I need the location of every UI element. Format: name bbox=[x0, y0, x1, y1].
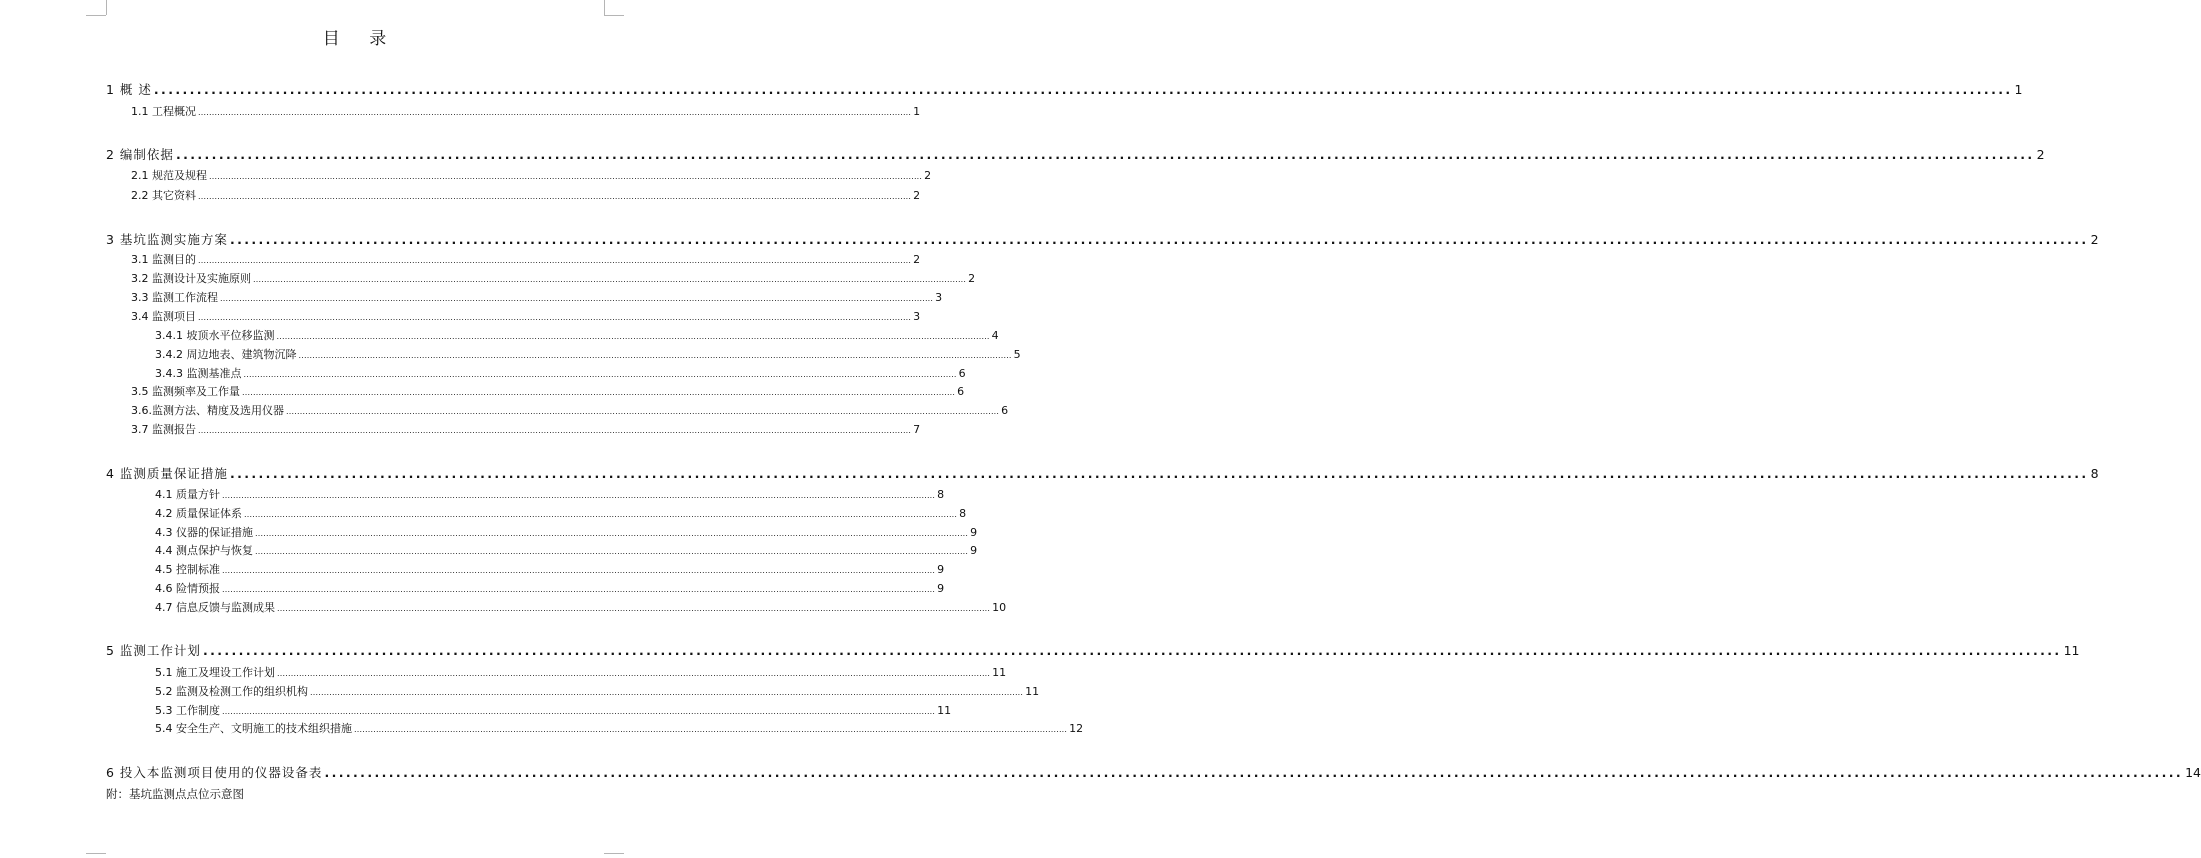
toc-entry[interactable] bbox=[106, 763, 2201, 781]
toc-entry-label: 1.1 工程概况 bbox=[131, 105, 196, 118]
toc-entry[interactable] bbox=[155, 346, 1021, 362]
toc-entry[interactable] bbox=[155, 702, 952, 718]
toc-entry[interactable] bbox=[131, 308, 921, 324]
toc-entry-page: 14 bbox=[2185, 765, 2201, 780]
dot-leader: .................................................................................................................................................................................................................................................................... bbox=[198, 192, 912, 201]
dot-leader: .................................................................................................................................................................................................................................................................... bbox=[209, 172, 923, 181]
toc-entry[interactable] bbox=[155, 505, 967, 521]
toc-entry[interactable] bbox=[106, 230, 2099, 248]
toc-entry[interactable] bbox=[131, 167, 932, 183]
toc-entry[interactable] bbox=[155, 524, 978, 540]
dot-leader: .................................................................................................................................................................................................................................................................... bbox=[298, 351, 1012, 360]
toc-entry-label: 4 监测质量保证措施 bbox=[106, 466, 228, 481]
dot-leader: .................................................................................................................................................................................................................................................................... bbox=[354, 725, 1068, 734]
toc-entry-page: 11 bbox=[992, 666, 1007, 679]
toc-entry-label: 2 编制依据 bbox=[106, 147, 174, 162]
toc-entry-label: 3.3 监测工作流程 bbox=[131, 291, 218, 304]
dot-leader: .................................................................................................................................................................................................................................................................... bbox=[222, 491, 936, 500]
dot-leader: .................................................................................................................................................................................................................................................................... bbox=[229, 232, 2089, 247]
toc-entry-label: 3.4.2 周边地表、建筑物沉降 bbox=[155, 348, 297, 361]
toc-entry[interactable] bbox=[155, 542, 978, 558]
dot-leader: .................................................................................................................................................................................................................................................................... bbox=[198, 313, 912, 322]
toc-entry-page: 6 bbox=[957, 385, 965, 398]
toc-entry-page: 9 bbox=[937, 582, 945, 595]
toc-entry-page: 9 bbox=[970, 544, 978, 557]
toc-entry-label: 3.1 监测目的 bbox=[131, 253, 196, 266]
toc-entry[interactable] bbox=[155, 599, 1007, 615]
dot-leader: .................................................................................................................................................................................................................................................................... bbox=[243, 370, 957, 379]
dot-leader: .................................................................................................................................................................................................................................................................... bbox=[277, 669, 991, 678]
toc-entry-label: 4.2 质量保证体系 bbox=[155, 507, 242, 520]
toc-entry-label: 5.4 安全生产、文明施工的技术组织措施 bbox=[155, 722, 352, 735]
toc-entry-page: 12 bbox=[1069, 722, 1084, 735]
toc-entry-page: 5 bbox=[1013, 348, 1021, 361]
toc-entry[interactable] bbox=[131, 103, 921, 119]
toc-entry-page: 6 bbox=[958, 367, 966, 380]
toc-entry-page: 11 bbox=[2063, 643, 2080, 658]
toc-entry-label: 3.7 监测报告 bbox=[131, 423, 196, 436]
crop-mark-top-right-h bbox=[604, 15, 624, 16]
toc-entry-label: 3.2 监测设计及实施原则 bbox=[131, 272, 251, 285]
toc-title: 目 录 bbox=[322, 29, 399, 49]
toc-entry-label: 5.1 施工及埋设工作计划 bbox=[155, 666, 275, 679]
toc-entry-page: 2 bbox=[968, 272, 976, 285]
dot-leader: .................................................................................................................................................................................................................................................................... bbox=[222, 707, 936, 716]
toc-entry-page: 9 bbox=[937, 563, 945, 576]
toc-entry-label: 3.5 监测频率及工作量 bbox=[131, 385, 240, 398]
toc-entry-page: 8 bbox=[959, 507, 967, 520]
dot-leader: .................................................................................................................................................................................................................................................................... bbox=[253, 275, 967, 284]
toc-entry-label: 4.7 信息反馈与监测成果 bbox=[155, 601, 275, 614]
dot-leader: .................................................................................................................................................................................................................................................................... bbox=[222, 585, 936, 594]
dot-leader: .................................................................................................................................................................................................................................................................... bbox=[324, 765, 2184, 780]
toc-entry[interactable] bbox=[155, 664, 1007, 680]
dot-leader: .................................................................................................................................................................................................................................................................... bbox=[175, 147, 2035, 162]
toc-entry[interactable] bbox=[131, 251, 921, 267]
dot-leader: .................................................................................................................................................................................................................................................................... bbox=[198, 108, 912, 117]
dot-leader: .................................................................................................................................................................................................................................................................... bbox=[222, 566, 936, 575]
toc-entry-page: 2 bbox=[913, 189, 921, 202]
toc-entry[interactable] bbox=[131, 421, 921, 437]
dot-leader: .................................................................................................................................................................................................................................................................... bbox=[276, 332, 990, 341]
toc-entry[interactable] bbox=[106, 145, 2045, 163]
toc-entry-label: 5.3 工作制度 bbox=[155, 704, 220, 717]
toc-entry-label: 2.2 其它资料 bbox=[131, 189, 196, 202]
toc-entry-label: 2.1 规范及规程 bbox=[131, 169, 207, 182]
toc-entry[interactable] bbox=[131, 270, 976, 286]
toc-entry-page: 2 bbox=[2036, 147, 2045, 162]
toc-entry-page: 2 bbox=[924, 169, 932, 182]
toc-entry-page: 3 bbox=[935, 291, 943, 304]
toc-entry-label: 3.4.1 坡顶水平位移监测 bbox=[155, 329, 275, 342]
toc-entry-label: 4.4 测点保护与恢复 bbox=[155, 544, 253, 557]
toc-entry-label: 1 概 述 bbox=[106, 82, 152, 97]
toc-entry[interactable] bbox=[155, 327, 999, 343]
toc-entry-label: 4.6 险情预报 bbox=[155, 582, 220, 595]
dot-leader: .................................................................................................................................................................................................................................................................... bbox=[286, 407, 1000, 416]
toc-entry-label: 6 投入本监测项目使用的仪器设备表 bbox=[106, 765, 323, 780]
dot-leader: .................................................................................................................................................................................................................................................................... bbox=[244, 510, 958, 519]
toc-entry-label: 5.2 监测及检测工作的组织机构 bbox=[155, 685, 308, 698]
toc-entry-page: 11 bbox=[937, 704, 952, 717]
toc-entry[interactable] bbox=[155, 580, 945, 596]
toc-entry-label: 3.4 监测项目 bbox=[131, 310, 196, 323]
dot-leader: .................................................................................................................................................................................................................................................................... bbox=[255, 529, 969, 538]
toc-entry[interactable] bbox=[106, 464, 2099, 482]
dot-leader: .................................................................................................................................................................................................................................................................... bbox=[255, 547, 969, 556]
toc-entry[interactable] bbox=[155, 486, 945, 502]
crop-mark-top-left-h bbox=[86, 15, 106, 16]
toc-entry[interactable] bbox=[155, 365, 966, 381]
toc-entry-page: 1 bbox=[913, 105, 921, 118]
toc-entry[interactable] bbox=[131, 289, 943, 305]
toc-entry-label: 4.1 质量方针 bbox=[155, 488, 220, 501]
toc-entry-label: 4.3 仪器的保证措施 bbox=[155, 526, 253, 539]
dot-leader: .................................................................................................................................................................................................................................................................... bbox=[202, 643, 2062, 658]
dot-leader: .................................................................................................................................................................................................................................................................... bbox=[310, 688, 1024, 697]
dot-leader: .................................................................................................................................................................................................................................................................... bbox=[198, 256, 912, 265]
dot-leader: .................................................................................................................................................................................................................................................................... bbox=[277, 604, 991, 613]
dot-leader: .................................................................................................................................................................................................................................................................... bbox=[198, 426, 912, 435]
toc-entry[interactable] bbox=[131, 187, 921, 203]
toc-entry-page: 2 bbox=[2090, 232, 2099, 247]
dot-leader: .................................................................................................................................................................................................................................................................... bbox=[242, 388, 956, 397]
toc-entry[interactable] bbox=[106, 641, 2080, 659]
toc-entry-label: 4.5 控制标准 bbox=[155, 563, 220, 576]
appendix-note: 附：基坑监测点点位示意图 bbox=[106, 787, 244, 801]
toc-entry-page: 9 bbox=[970, 526, 978, 539]
toc-entry-page: 3 bbox=[913, 310, 921, 323]
crop-mark-top-left-v bbox=[106, 0, 107, 15]
toc-entry[interactable] bbox=[131, 383, 965, 399]
toc-entry-page: 8 bbox=[937, 488, 945, 501]
crop-mark-bottom-left-h bbox=[86, 853, 106, 854]
toc-entry-label: 5 监测工作计划 bbox=[106, 643, 201, 658]
toc-entry-page: 7 bbox=[913, 423, 921, 436]
toc-entry[interactable] bbox=[106, 80, 2023, 98]
toc-entry-page: 4 bbox=[991, 329, 999, 342]
toc-entry-label: 3.4.3 监测基准点 bbox=[155, 367, 242, 380]
crop-mark-bottom-right-h bbox=[604, 853, 624, 854]
toc-entry-page: 6 bbox=[1001, 404, 1009, 417]
dot-leader: .................................................................................................................................................................................................................................................................... bbox=[229, 466, 2089, 481]
toc-entry-page: 11 bbox=[1025, 685, 1040, 698]
toc-entry[interactable] bbox=[131, 402, 1009, 418]
toc-entry[interactable] bbox=[155, 720, 1084, 736]
dot-leader: .................................................................................................................................................................................................................................................................... bbox=[153, 82, 2013, 97]
toc-entry-page: 2 bbox=[913, 253, 921, 266]
toc-entry-label: 3.6.监测方法、精度及选用仪器 bbox=[131, 404, 284, 417]
dot-leader: .................................................................................................................................................................................................................................................................... bbox=[220, 294, 934, 303]
toc-entry[interactable] bbox=[155, 683, 1040, 699]
toc-entry-page: 8 bbox=[2090, 466, 2099, 481]
toc-entry[interactable] bbox=[155, 561, 945, 577]
toc-entry-label: 3 基坑监测实施方案 bbox=[106, 232, 228, 247]
toc-entry-page: 1 bbox=[2014, 82, 2023, 97]
crop-mark-top-right-v bbox=[604, 0, 605, 15]
toc-entry-page: 10 bbox=[992, 601, 1007, 614]
